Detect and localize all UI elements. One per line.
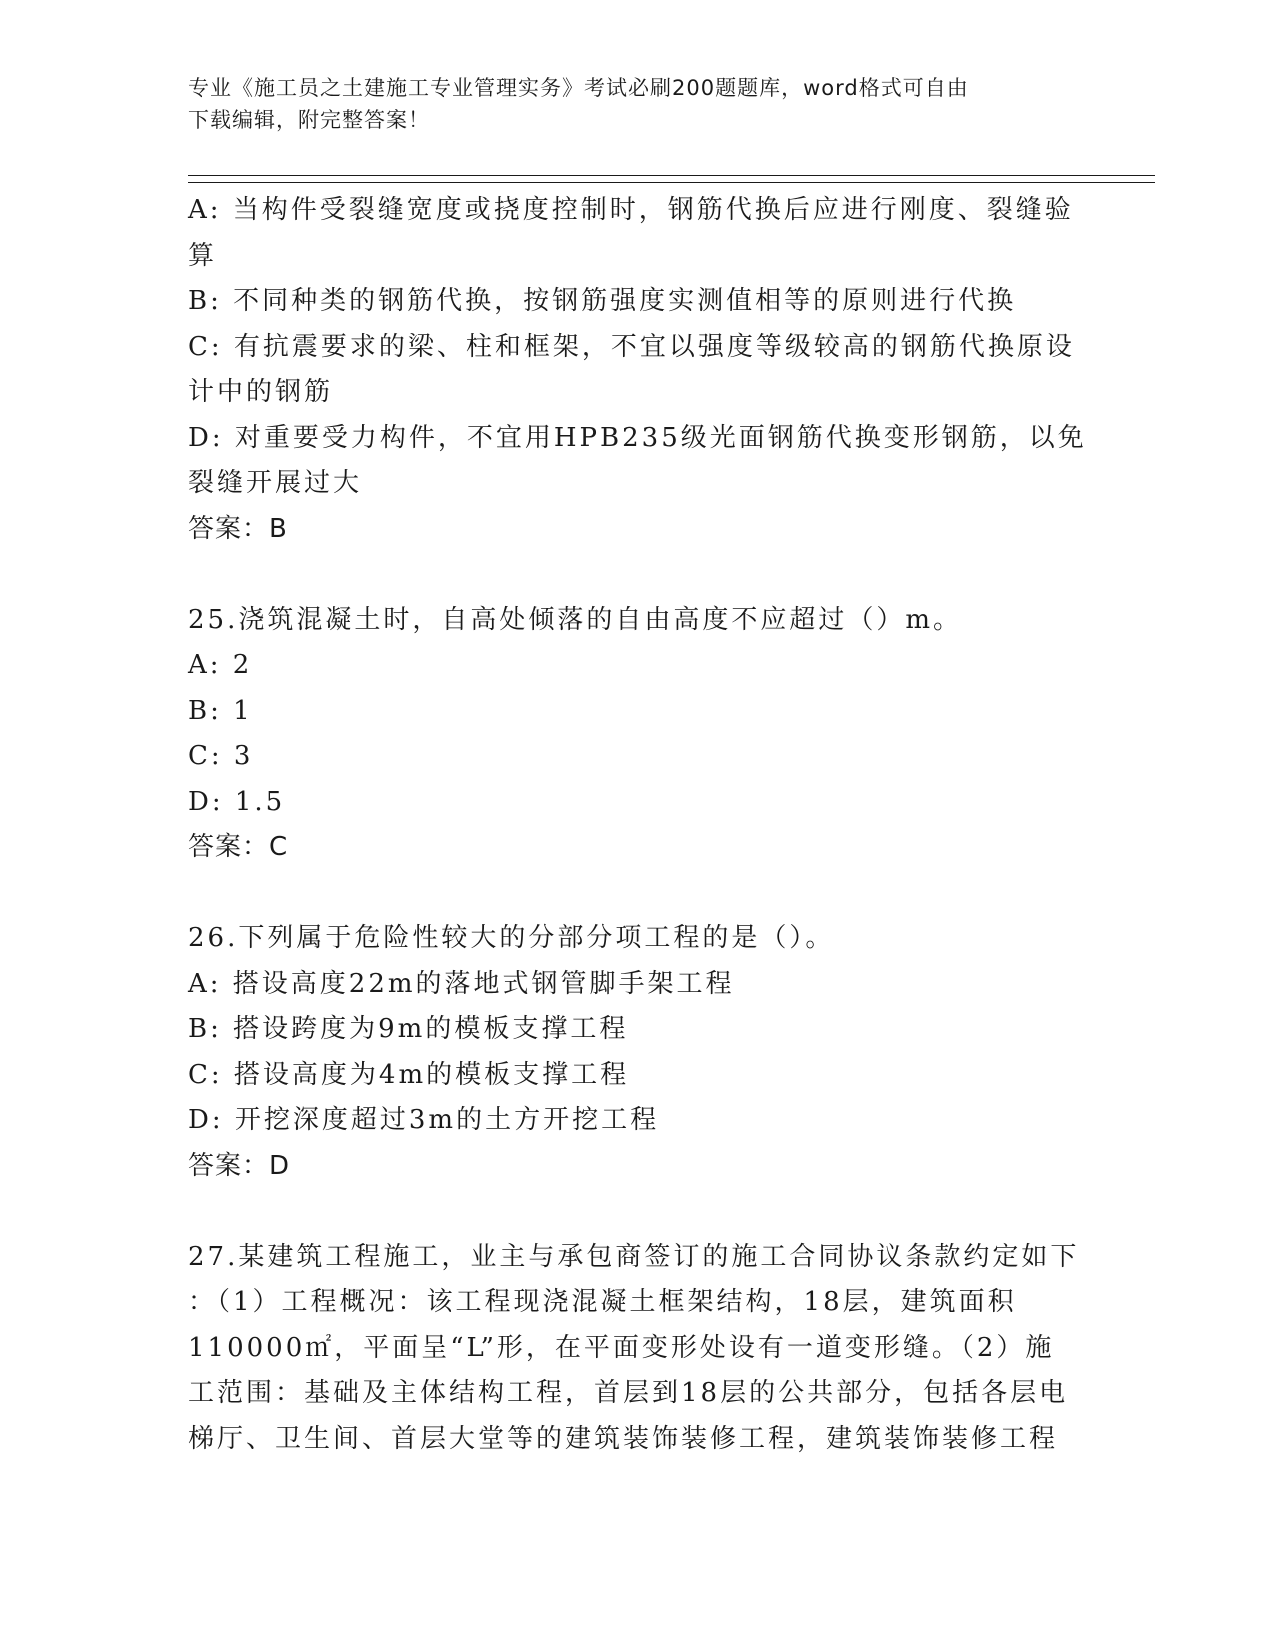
header-divider-top bbox=[188, 175, 1155, 176]
question-24-options bbox=[188, 188, 1087, 552]
spacer bbox=[188, 871, 1078, 917]
question-27 bbox=[188, 1235, 1078, 1463]
question-text-line-1: 27.某建筑工程施工，业主与承包商签订的施工合同协议条款约定如下 bbox=[188, 1241, 1080, 1272]
header-title-line-2: 下载编辑，附完整答案！ bbox=[188, 108, 430, 132]
option-a: A: 2 bbox=[188, 650, 253, 680]
question-text-line-2: ：（1）工程概况：该工程现浇混凝土框架结构，18层，建筑面积 bbox=[188, 1287, 1017, 1317]
question-26 bbox=[188, 916, 1078, 1189]
option-d-line-1: D: 对重要受力构件，不宜用HPB235级光面钢筋代换变形钢筋，以免 bbox=[188, 422, 1087, 453]
option-d: D: 1.5 bbox=[188, 786, 286, 817]
header-title-line-1: 专业《施工员之土建施工专业管理实务》考试必刷200题题库，word格式可自由 bbox=[188, 76, 969, 100]
option-a: A: 搭设高度22m的落地式钢管脚手架工程 bbox=[188, 968, 735, 999]
spacer bbox=[188, 1189, 1078, 1235]
question-text-line-4: 工范围：基础及主体结构工程，首层到18层的公共部分，包括各层电 bbox=[188, 1378, 1069, 1408]
answer: 答案：D bbox=[188, 1150, 291, 1181]
answer: 答案：C bbox=[188, 832, 289, 862]
option-b: B: 1 bbox=[188, 695, 253, 726]
document-body bbox=[188, 188, 1087, 1462]
question-text-line-3: 110000㎡，平面呈“L”形，在平面变形处设有一道变形缝。（2）施 bbox=[188, 1332, 1055, 1363]
option-a-line-1: A: 当构件受裂缝宽度或挠度控制时，钢筋代换后应进行刚度、裂缝验 bbox=[188, 195, 1074, 225]
question-25 bbox=[188, 598, 1078, 871]
option-d: D: 开挖深度超过3m的土方开挖工程 bbox=[188, 1105, 660, 1135]
spacer bbox=[188, 552, 1078, 598]
question-text: 25.浇筑混凝土时，自高处倾落的自由高度不应超过（）m。 bbox=[188, 604, 963, 635]
option-b: B: 搭设跨度为9m的模板支撑工程 bbox=[188, 1014, 629, 1044]
option-c: C: 搭设高度为4m的模板支撑工程 bbox=[188, 1059, 630, 1090]
question-text: 26.下列属于危险性较大的分部分项工程的是（）。 bbox=[188, 923, 835, 953]
option-c-line-2: 计中的钢筋 bbox=[188, 377, 334, 407]
document-header bbox=[188, 72, 1068, 136]
question-text-line-5: 梯厅、卫生间、首层大堂等的建筑装饰装修工程，建筑装饰装修工程 bbox=[188, 1423, 1059, 1454]
option-c-line-1: C: 有抗震要求的梁、柱和框架，不宜以强度等级较高的钢筋代换原设 bbox=[188, 331, 1075, 362]
option-c: C: 3 bbox=[188, 741, 254, 771]
option-a-line-2: 算 bbox=[188, 240, 218, 271]
answer: 答案：B bbox=[188, 513, 288, 544]
option-d-line-2: 裂缝开展过大 bbox=[188, 468, 363, 498]
header-divider-bottom bbox=[188, 182, 1155, 183]
option-b: B: 不同种类的钢筋代换，按钢筋强度实测值相等的原则进行代换 bbox=[188, 286, 1017, 316]
